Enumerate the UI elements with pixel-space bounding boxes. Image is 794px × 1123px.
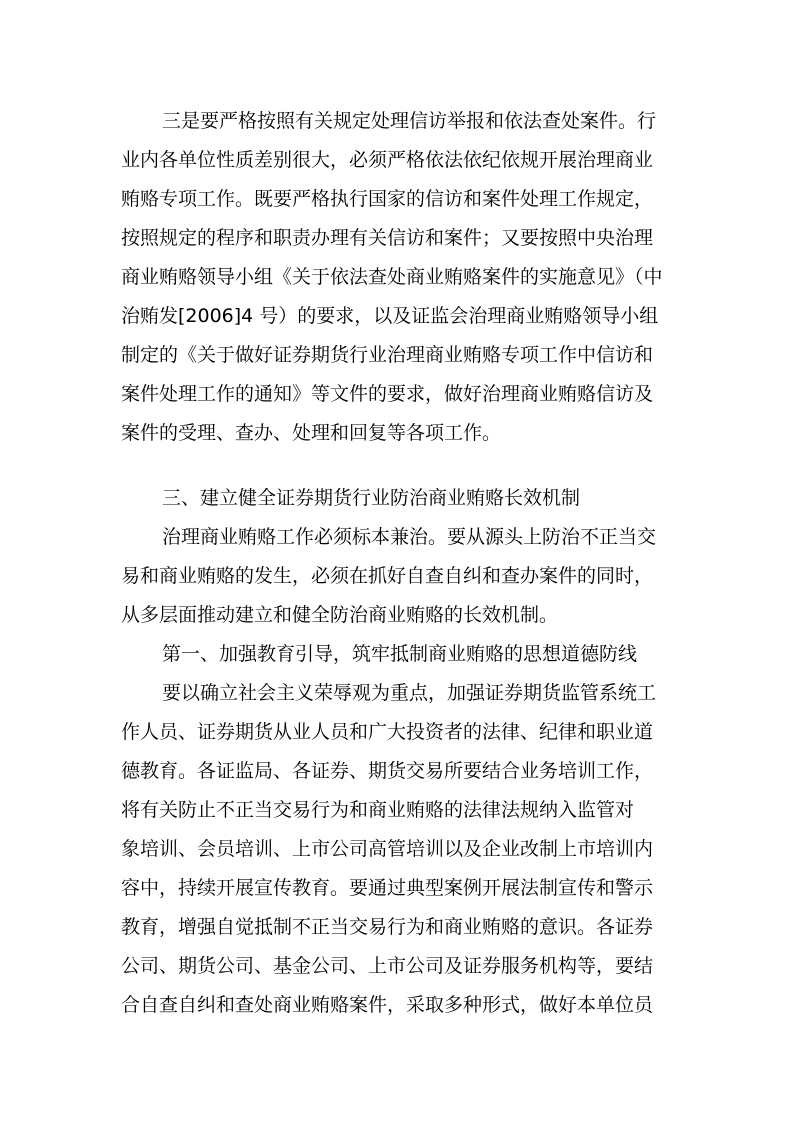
- text-line-3: [0, 179, 794, 219]
- text-line-6-content: 治贿发[2006]4 号）的要求，以及证监会治理商业贿赂领导小组: [121, 305, 659, 327]
- text-line-5-content: 商业贿赂领导小组《关于依法查处商业贿赂案件的实施意见》（中: [121, 266, 663, 288]
- section-heading: [0, 478, 794, 518]
- text-line-15: [0, 673, 794, 713]
- text-line-1-content: 三是要严格按照有关规定处理信访举报和依法查处案件。行: [162, 110, 657, 132]
- text-line-9-content: 案件的受理、查办、处理和回复等各项工作。: [121, 422, 502, 444]
- text-line-8: [0, 374, 794, 414]
- text-line-17: [0, 751, 794, 791]
- text-line-1: [0, 101, 794, 141]
- text-line-18: [0, 790, 794, 830]
- text-line-6: [0, 296, 794, 336]
- text-line-21: [0, 907, 794, 947]
- text-line-12-content: 易和商业贿赂的发生，必须在抓好自查自纠和查办案件的同时，: [121, 565, 654, 587]
- text-line-12: [0, 556, 794, 596]
- text-line-2-content: 业内各单位性质差别很大，必须严格依法依纪依规开展治理商业: [121, 149, 654, 171]
- text-line-11: [0, 517, 794, 557]
- text-line-7-content: 制定的《关于做好证券期货行业治理商业贿赂专项工作中信访和: [121, 344, 654, 366]
- section-heading-text: 三、建立健全证券期货行业防治商业贿赂长效机制: [162, 487, 581, 509]
- text-line-22-content: 公司、期货公司、基金公司、上市公司及证券服务机构等，要结: [121, 955, 654, 977]
- text-line-8-content: 案件处理工作的通知》等文件的要求，做好治理商业贿赂信访及: [121, 383, 654, 405]
- text-line-17-content: 德教育。各证监局、各证券、期货交易所要结合业务培训工作，: [121, 760, 654, 782]
- text-line-3-content: 贿赂专项工作。既要严格执行国家的信访和案件处理工作规定，: [121, 188, 654, 210]
- subsection-heading: [0, 634, 794, 674]
- text-line-4-content: 按照规定的程序和职责办理有关信访和案件；又要按照中央治理: [121, 227, 654, 249]
- text-line-13: [0, 595, 794, 635]
- text-line-23-content: 合自查自纠和查处商业贿赂案件，采取多种形式，做好本单位员: [121, 994, 654, 1016]
- subsection-heading-text: 第一、加强教育引导，筑牢抵制商业贿赂的思想道德防线: [162, 643, 638, 665]
- text-line-23: [0, 985, 794, 1025]
- text-line-4: [0, 218, 794, 258]
- text-line-20: [0, 868, 794, 908]
- text-line-7: [0, 335, 794, 375]
- text-line-19: [0, 829, 794, 869]
- text-line-11-content: 治理商业贿赂工作必须标本兼治。要从源头上防治不正当交: [162, 526, 657, 548]
- text-line-16-content: 作人员、证券期货从业人员和广大投资者的法律、纪律和职业道: [121, 721, 654, 743]
- text-line-5: [0, 257, 794, 297]
- text-line-18-content: 将有关防止不正当交易行为和商业贿赂的法律法规纳入监管对: [121, 799, 635, 821]
- text-line-19-content: 象培训、会员培训、上市公司高管培训以及企业改制上市培训内: [121, 838, 654, 860]
- text-line-13-content: 从多层面推动建立和健全防治商业贿赂的长效机制。: [121, 604, 559, 626]
- text-line-21-content: 教育，增强自觉抵制不正当交易行为和商业贿赂的意识。各证券: [121, 916, 654, 938]
- text-line-15-content: 要以确立社会主义荣辱观为重点，加强证券期货监管系统工: [162, 682, 657, 704]
- text-line-22: [0, 946, 794, 986]
- text-line-2: [0, 140, 794, 180]
- text-line-20-content: 容中，持续开展宣传教育。要通过典型案例开展法制宣传和警示: [121, 877, 654, 899]
- text-line-16: [0, 712, 794, 752]
- text-line-9: [0, 413, 794, 453]
